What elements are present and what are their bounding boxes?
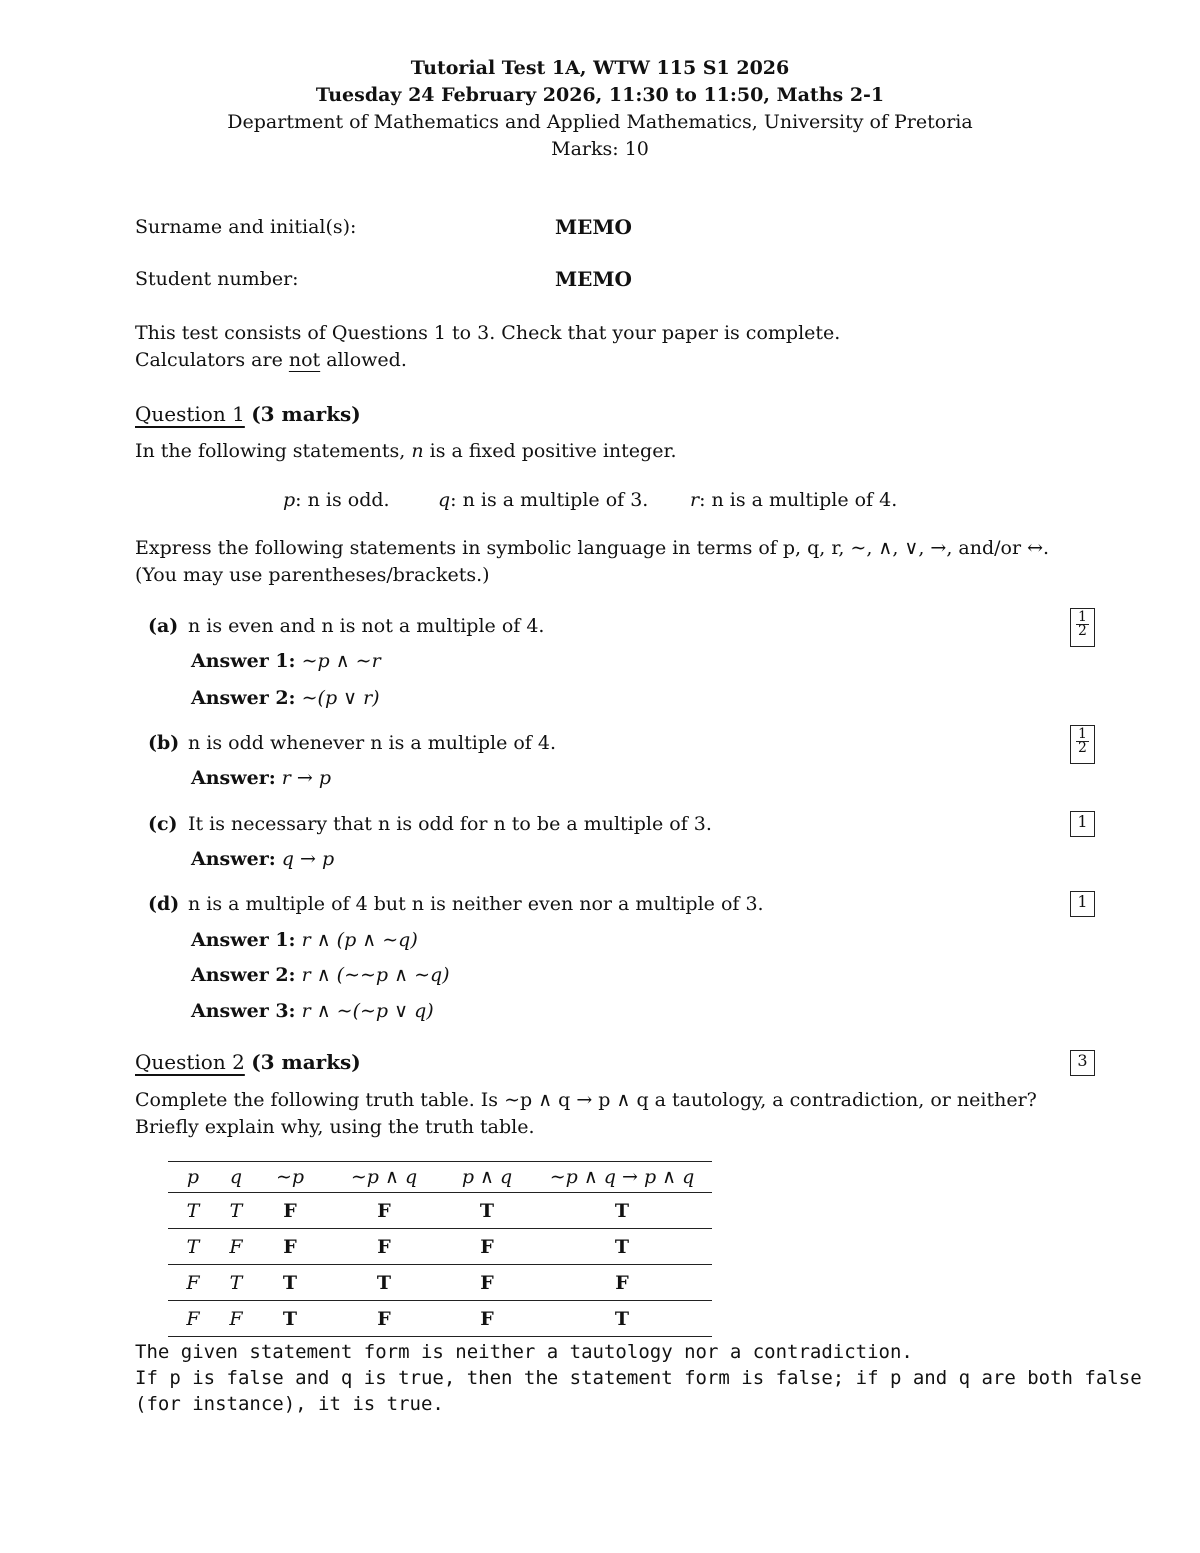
- q1d-text: n is a multiple of 4 but n is neither even nor a multiple of 3.: [188, 893, 764, 915]
- q1-express-line2: (You may use parentheses/brackets.): [135, 564, 490, 586]
- q2-mark-box: 3: [1070, 1050, 1095, 1076]
- q1a-label: (a): [148, 615, 179, 637]
- q2-conclusion-line2: If p is false and q is true, then the statement form is false; if p and q are both false: [135, 1367, 1142, 1389]
- cell: F: [442, 1229, 532, 1265]
- q1-intro: [135, 440, 677, 462]
- cell: T: [218, 1193, 254, 1229]
- th-implication: ∼p ∧ q → p ∧ q: [532, 1162, 712, 1193]
- instructions-line1: This test consists of Questions 1 to 3. Check that your paper is complete.: [135, 322, 841, 344]
- q1-intro-n: n: [411, 440, 424, 462]
- q1a-statement: [148, 615, 544, 637]
- q1a-answer1: [191, 650, 381, 672]
- q1a-answer2: [191, 687, 380, 709]
- q1d-statement: [148, 893, 764, 915]
- cell: T: [326, 1265, 442, 1301]
- truth-table-header: [168, 1162, 712, 1193]
- q1d-answer1-label: Answer 1:: [191, 929, 296, 951]
- q1b-answer-label: Answer:: [191, 767, 276, 789]
- cell: T: [254, 1301, 326, 1337]
- q2-conclusion-line3: (for instance), it is true.: [135, 1393, 444, 1415]
- q1b-answer-expr: r → p: [281, 767, 332, 789]
- th-p: p: [168, 1162, 218, 1193]
- table-row: [168, 1301, 712, 1337]
- table-row: [168, 1229, 712, 1265]
- q1c-answer: [191, 848, 334, 870]
- cell: F: [442, 1265, 532, 1301]
- cell: F: [326, 1301, 442, 1337]
- cell: F: [168, 1301, 218, 1337]
- q1c-answer-expr: q → p: [281, 848, 335, 870]
- cell: T: [218, 1265, 254, 1301]
- q1-def-q: [438, 489, 648, 511]
- q1d-answer1-expr: r ∧ (p ∧ ∼q): [301, 929, 418, 951]
- q1a-answer2-expr: ∼(p ∨ r): [301, 687, 380, 709]
- q2-prompt-line1: Complete the following truth table. Is ∼p ∧ q → p ∧ q a tautology, a contradiction, or neither?: [135, 1089, 1037, 1111]
- q1c-mark-box: 1: [1070, 811, 1095, 837]
- q1c-statement: [148, 813, 712, 835]
- q2-prompt-line2: Briefly explain why, using the truth table.: [135, 1116, 535, 1138]
- q1d-answer3-label: Answer 3:: [191, 1000, 296, 1022]
- q2-heading: [135, 1050, 361, 1074]
- instr-post: allowed.: [320, 349, 407, 371]
- q1c-text: It is necessary that n is odd for n to be a multiple of 3.: [188, 813, 712, 835]
- instr-pre: Calculators are: [135, 349, 289, 371]
- th-q: q: [218, 1162, 254, 1193]
- q1a-answer2-label: Answer 2:: [191, 687, 296, 709]
- instructions-line2: [135, 349, 407, 371]
- q1d-mark-box: 1: [1070, 891, 1095, 917]
- cell: F: [254, 1193, 326, 1229]
- q1b-label: (b): [148, 732, 180, 754]
- surname-label: Surname and initial(s):: [135, 216, 357, 238]
- q1-title: Question 1: [135, 402, 245, 426]
- test-date: Tuesday 24 February 2026, 11:30 to 11:50, Maths 2-1: [315, 84, 885, 106]
- cell: F: [326, 1229, 442, 1265]
- student-number-value: MEMO: [555, 267, 632, 291]
- q1a-mark-box: [1070, 608, 1095, 647]
- surname-value: MEMO: [555, 215, 632, 239]
- cell: F: [168, 1265, 218, 1301]
- cell: T: [168, 1193, 218, 1229]
- q1a-mark-den: 2: [1078, 623, 1087, 639]
- q1d-answer1: [191, 929, 418, 951]
- th-not-p: ∼p: [254, 1162, 326, 1193]
- q1-intro-post: is a fixed positive integer.: [423, 440, 677, 462]
- cell: F: [254, 1229, 326, 1265]
- cell: F: [218, 1301, 254, 1337]
- q1d-label: (d): [148, 893, 180, 915]
- department: Department of Mathematics and Applied Mathematics, University of Pretoria: [227, 111, 973, 133]
- q1d-answer3: [191, 1000, 434, 1022]
- q1a-text: n is even and n is not a multiple of 4.: [188, 615, 545, 637]
- q1-intro-pre: In the following statements,: [135, 440, 412, 462]
- q1b-mark-box: [1070, 725, 1095, 764]
- th-not-p-and-q: ∼p ∧ q: [326, 1162, 442, 1193]
- q1-marks: (3 marks): [251, 402, 361, 426]
- cell: F: [218, 1229, 254, 1265]
- q1c-label: (c): [148, 813, 178, 835]
- cell: T: [254, 1265, 326, 1301]
- q1d-answer3-expr: r ∧ ∼(∼p ∨ q): [301, 1000, 434, 1022]
- q2-title: Question 2: [135, 1050, 245, 1074]
- table-row: [168, 1265, 712, 1301]
- q1-def-p: [283, 489, 390, 511]
- cell: F: [532, 1265, 712, 1301]
- def-r-sym: r: [690, 489, 700, 511]
- def-r-text: : n is a multiple of 4.: [699, 489, 898, 511]
- q1a-mark-num: 1: [1078, 609, 1087, 625]
- q1d-answer2: [191, 964, 450, 986]
- def-p-text: : n is odd.: [295, 489, 390, 511]
- q1a-answer1-expr: ∼p ∧ ∼r: [301, 650, 381, 672]
- q1c-answer-label: Answer:: [191, 848, 276, 870]
- q1d-answer2-expr: r ∧ (∼∼p ∧ ∼q): [301, 964, 450, 986]
- q1b-statement: [148, 732, 556, 754]
- q1d-answer2-label: Answer 2:: [191, 964, 296, 986]
- cell: F: [326, 1193, 442, 1229]
- cell: T: [532, 1229, 712, 1265]
- cell: T: [532, 1193, 712, 1229]
- q2-conclusion-line1: The given statement form is neither a tautology nor a contradiction.: [135, 1341, 913, 1363]
- cell: T: [442, 1193, 532, 1229]
- q1b-answer: [191, 767, 331, 789]
- cell: T: [532, 1301, 712, 1337]
- q1-def-r: [690, 489, 897, 511]
- instr-not: not: [288, 349, 321, 371]
- def-q-text: : n is a multiple of 3.: [450, 489, 649, 511]
- q1b-text: n is odd whenever n is a multiple of 4.: [188, 732, 556, 754]
- q1-express-line1: Express the following statements in symbolic language in terms of p, q, r, ∼, ∧, ∨, →, and/or ↔.: [135, 537, 1050, 559]
- def-p-sym: p: [283, 489, 296, 511]
- student-number-label: Student number:: [135, 268, 299, 290]
- truth-table: [168, 1161, 712, 1337]
- test-title: Tutorial Test 1A, WTW 115 S1 2026: [410, 57, 790, 79]
- q1-heading: [135, 402, 361, 426]
- th-p-and-q: p ∧ q: [442, 1162, 532, 1193]
- cell: F: [442, 1301, 532, 1337]
- q2-marks: (3 marks): [251, 1050, 361, 1074]
- cell: T: [168, 1229, 218, 1265]
- q1b-mark-num: 1: [1078, 726, 1087, 742]
- table-row: [168, 1193, 712, 1229]
- def-q-sym: q: [438, 489, 451, 511]
- q1b-mark-den: 2: [1078, 740, 1087, 756]
- total-marks: Marks: 10: [551, 138, 649, 160]
- q1a-answer1-label: Answer 1:: [191, 650, 296, 672]
